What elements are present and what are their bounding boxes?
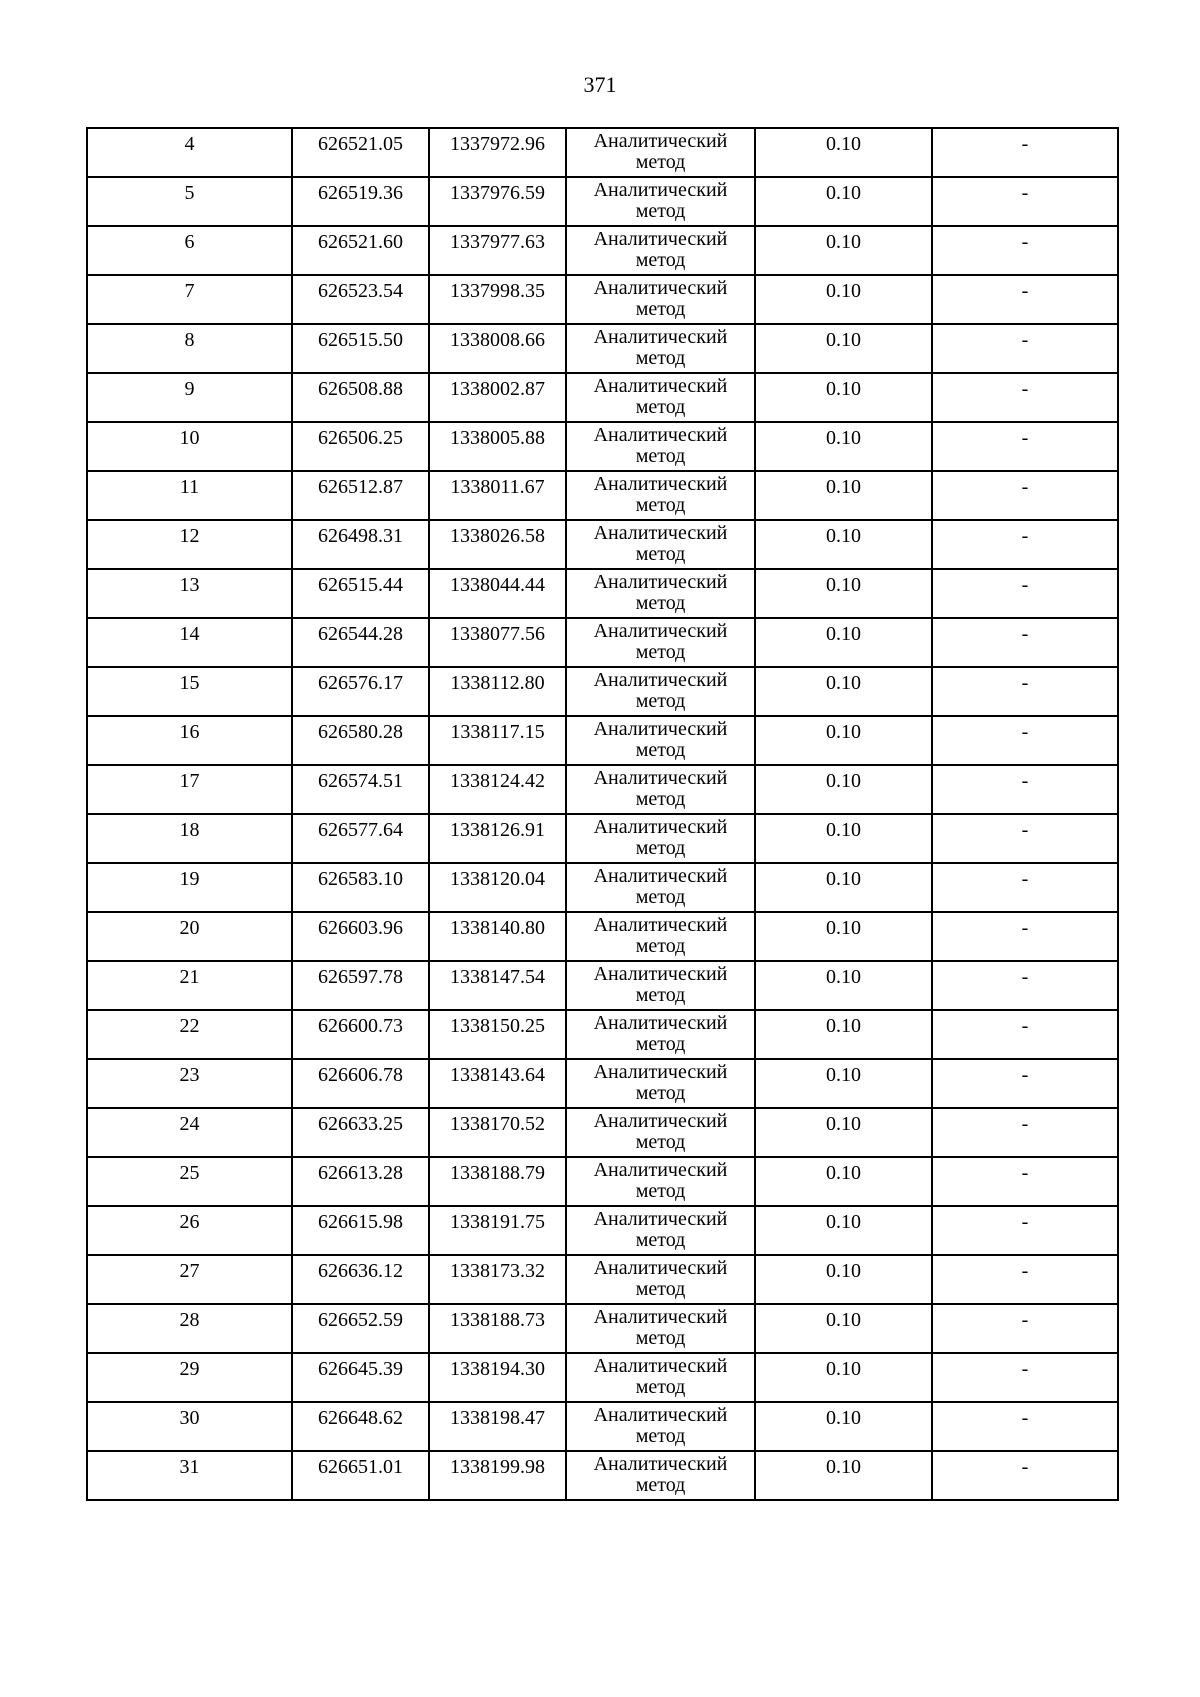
x-coordinate-cell: 626577.64 <box>292 814 429 863</box>
table-row <box>87 1010 1118 1059</box>
table-row <box>87 765 1118 814</box>
method-cell <box>566 569 755 618</box>
y-coordinate-cell: 1338005.88 <box>429 422 566 471</box>
table-row <box>87 422 1118 471</box>
accuracy-cell: 0.10 <box>755 373 932 422</box>
x-coordinate-cell: 626498.31 <box>292 520 429 569</box>
note-cell: - <box>932 1402 1118 1451</box>
accuracy-cell: 0.10 <box>755 1451 932 1500</box>
method-line-2: метод <box>635 249 686 271</box>
method-line-2: метод <box>635 151 686 173</box>
method-line-2: метод <box>635 445 686 467</box>
accuracy-cell: 0.10 <box>755 1108 932 1157</box>
y-coordinate-cell: 1338002.87 <box>429 373 566 422</box>
table-row <box>87 128 1118 177</box>
method-line-1: Аналитический <box>593 963 728 985</box>
method-cell <box>566 961 755 1010</box>
y-coordinate-cell: 1338194.30 <box>429 1353 566 1402</box>
table-row <box>87 1353 1118 1402</box>
note-cell: - <box>932 226 1118 275</box>
method-cell <box>566 912 755 961</box>
point-number-cell: 9 <box>87 373 292 422</box>
table-row <box>87 912 1118 961</box>
y-coordinate-cell: 1338147.54 <box>429 961 566 1010</box>
method-cell <box>566 471 755 520</box>
y-coordinate-cell: 1338011.67 <box>429 471 566 520</box>
method-cell <box>566 128 755 177</box>
accuracy-cell: 0.10 <box>755 1353 932 1402</box>
method-line-2: метод <box>635 396 686 418</box>
x-coordinate-cell: 626651.01 <box>292 1451 429 1500</box>
method-cell <box>566 177 755 226</box>
x-coordinate-cell: 626521.05 <box>292 128 429 177</box>
accuracy-cell: 0.10 <box>755 324 932 373</box>
x-coordinate-cell: 626615.98 <box>292 1206 429 1255</box>
method-line-1: Аналитический <box>593 1208 728 1230</box>
method-line-2: метод <box>635 1278 686 1300</box>
y-coordinate-cell: 1338143.64 <box>429 1059 566 1108</box>
point-number-cell: 17 <box>87 765 292 814</box>
method-line-2: метод <box>635 298 686 320</box>
method-line-1: Аналитический <box>593 1404 728 1426</box>
note-cell: - <box>932 1255 1118 1304</box>
point-number-cell: 12 <box>87 520 292 569</box>
x-coordinate-cell: 626606.78 <box>292 1059 429 1108</box>
method-line-1: Аналитический <box>593 718 728 740</box>
x-coordinate-cell: 626512.87 <box>292 471 429 520</box>
table-row <box>87 618 1118 667</box>
table-row <box>87 716 1118 765</box>
table-row <box>87 1059 1118 1108</box>
y-coordinate-cell: 1338173.32 <box>429 1255 566 1304</box>
coordinates-table-body <box>87 128 1118 1500</box>
x-coordinate-cell: 626576.17 <box>292 667 429 716</box>
y-coordinate-cell: 1337976.59 <box>429 177 566 226</box>
method-line-2: метод <box>635 543 686 565</box>
method-line-2: метод <box>635 1474 686 1496</box>
x-coordinate-cell: 626633.25 <box>292 1108 429 1157</box>
point-number-cell: 21 <box>87 961 292 1010</box>
method-cell <box>566 667 755 716</box>
accuracy-cell: 0.10 <box>755 1304 932 1353</box>
y-coordinate-cell: 1338044.44 <box>429 569 566 618</box>
x-coordinate-cell: 626603.96 <box>292 912 429 961</box>
x-coordinate-cell: 626521.60 <box>292 226 429 275</box>
point-number-cell: 30 <box>87 1402 292 1451</box>
method-line-2: метод <box>635 592 686 614</box>
x-coordinate-cell: 626523.54 <box>292 275 429 324</box>
table-row <box>87 1108 1118 1157</box>
note-cell: - <box>932 471 1118 520</box>
accuracy-cell: 0.10 <box>755 618 932 667</box>
y-coordinate-cell: 1338117.15 <box>429 716 566 765</box>
point-number-cell: 27 <box>87 1255 292 1304</box>
point-number-cell: 19 <box>87 863 292 912</box>
x-coordinate-cell: 626519.36 <box>292 177 429 226</box>
point-number-cell: 31 <box>87 1451 292 1500</box>
point-number-cell: 7 <box>87 275 292 324</box>
y-coordinate-cell: 1338170.52 <box>429 1108 566 1157</box>
method-line-1: Аналитический <box>593 522 728 544</box>
note-cell: - <box>932 667 1118 716</box>
method-cell <box>566 324 755 373</box>
point-number-cell: 16 <box>87 716 292 765</box>
method-cell <box>566 1206 755 1255</box>
point-number-cell: 18 <box>87 814 292 863</box>
accuracy-cell: 0.10 <box>755 128 932 177</box>
accuracy-cell: 0.10 <box>755 1010 932 1059</box>
note-cell: - <box>932 1353 1118 1402</box>
accuracy-cell: 0.10 <box>755 275 932 324</box>
point-number-cell: 6 <box>87 226 292 275</box>
y-coordinate-cell: 1338140.80 <box>429 912 566 961</box>
accuracy-cell: 0.10 <box>755 1206 932 1255</box>
method-cell <box>566 1059 755 1108</box>
method-cell <box>566 1255 755 1304</box>
method-cell <box>566 373 755 422</box>
x-coordinate-cell: 626506.25 <box>292 422 429 471</box>
x-coordinate-cell: 626508.88 <box>292 373 429 422</box>
point-number-cell: 23 <box>87 1059 292 1108</box>
x-coordinate-cell: 626597.78 <box>292 961 429 1010</box>
method-cell <box>566 1157 755 1206</box>
y-coordinate-cell: 1338198.47 <box>429 1402 566 1451</box>
accuracy-cell: 0.10 <box>755 814 932 863</box>
point-number-cell: 20 <box>87 912 292 961</box>
accuracy-cell: 0.10 <box>755 1255 932 1304</box>
method-cell <box>566 1010 755 1059</box>
method-line-1: Аналитический <box>593 228 728 250</box>
method-cell <box>566 422 755 471</box>
note-cell: - <box>932 618 1118 667</box>
note-cell: - <box>932 1206 1118 1255</box>
method-line-2: метод <box>635 788 686 810</box>
method-cell <box>566 275 755 324</box>
method-line-2: метод <box>635 1180 686 1202</box>
y-coordinate-cell: 1338188.79 <box>429 1157 566 1206</box>
method-cell <box>566 1108 755 1157</box>
table-row <box>87 1402 1118 1451</box>
note-cell: - <box>932 716 1118 765</box>
method-line-2: метод <box>635 347 686 369</box>
method-line-1: Аналитический <box>593 130 728 152</box>
method-line-1: Аналитический <box>593 1355 728 1377</box>
point-number-cell: 25 <box>87 1157 292 1206</box>
x-coordinate-cell: 626648.62 <box>292 1402 429 1451</box>
method-line-2: метод <box>635 1327 686 1349</box>
method-line-2: метод <box>635 935 686 957</box>
x-coordinate-cell: 626515.50 <box>292 324 429 373</box>
y-coordinate-cell: 1338150.25 <box>429 1010 566 1059</box>
method-line-1: Аналитический <box>593 1257 728 1279</box>
method-line-2: метод <box>635 1229 686 1251</box>
x-coordinate-cell: 626574.51 <box>292 765 429 814</box>
method-line-2: метод <box>635 837 686 859</box>
method-cell <box>566 1353 755 1402</box>
table-row <box>87 1206 1118 1255</box>
accuracy-cell: 0.10 <box>755 765 932 814</box>
method-line-1: Аналитический <box>593 1159 728 1181</box>
method-line-2: метод <box>635 494 686 516</box>
table-row <box>87 569 1118 618</box>
y-coordinate-cell: 1338112.80 <box>429 667 566 716</box>
point-number-cell: 28 <box>87 1304 292 1353</box>
method-line-1: Аналитический <box>593 767 728 789</box>
method-line-1: Аналитический <box>593 179 728 201</box>
y-coordinate-cell: 1338191.75 <box>429 1206 566 1255</box>
point-number-cell: 14 <box>87 618 292 667</box>
note-cell: - <box>932 765 1118 814</box>
table-row <box>87 275 1118 324</box>
y-coordinate-cell: 1338077.56 <box>429 618 566 667</box>
accuracy-cell: 0.10 <box>755 716 932 765</box>
note-cell: - <box>932 422 1118 471</box>
table-row <box>87 814 1118 863</box>
method-line-2: метод <box>635 1131 686 1153</box>
method-cell <box>566 1402 755 1451</box>
point-number-cell: 26 <box>87 1206 292 1255</box>
point-number-cell: 22 <box>87 1010 292 1059</box>
accuracy-cell: 0.10 <box>755 1402 932 1451</box>
table-row <box>87 1304 1118 1353</box>
note-cell: - <box>932 1059 1118 1108</box>
method-cell <box>566 814 755 863</box>
accuracy-cell: 0.10 <box>755 863 932 912</box>
accuracy-cell: 0.10 <box>755 422 932 471</box>
table-row <box>87 1451 1118 1500</box>
method-line-1: Аналитический <box>593 669 728 691</box>
method-line-2: метод <box>635 1376 686 1398</box>
point-number-cell: 15 <box>87 667 292 716</box>
x-coordinate-cell: 626580.28 <box>292 716 429 765</box>
point-number-cell: 8 <box>87 324 292 373</box>
method-line-1: Аналитический <box>593 277 728 299</box>
method-line-1: Аналитический <box>593 914 728 936</box>
method-line-1: Аналитический <box>593 1110 728 1132</box>
accuracy-cell: 0.10 <box>755 520 932 569</box>
table-row <box>87 1255 1118 1304</box>
accuracy-cell: 0.10 <box>755 912 932 961</box>
method-line-2: метод <box>635 739 686 761</box>
note-cell: - <box>932 520 1118 569</box>
accuracy-cell: 0.10 <box>755 1157 932 1206</box>
y-coordinate-cell: 1337998.35 <box>429 275 566 324</box>
point-number-cell: 29 <box>87 1353 292 1402</box>
x-coordinate-cell: 626600.73 <box>292 1010 429 1059</box>
method-cell <box>566 226 755 275</box>
note-cell: - <box>932 324 1118 373</box>
point-number-cell: 24 <box>87 1108 292 1157</box>
point-number-cell: 10 <box>87 422 292 471</box>
method-line-2: метод <box>635 641 686 663</box>
method-line-2: метод <box>635 886 686 908</box>
table-row <box>87 373 1118 422</box>
point-number-cell: 5 <box>87 177 292 226</box>
method-line-1: Аналитический <box>593 424 728 446</box>
note-cell: - <box>932 863 1118 912</box>
method-cell <box>566 1304 755 1353</box>
note-cell: - <box>932 1108 1118 1157</box>
method-cell <box>566 618 755 667</box>
y-coordinate-cell: 1338124.42 <box>429 765 566 814</box>
note-cell: - <box>932 373 1118 422</box>
accuracy-cell: 0.10 <box>755 569 932 618</box>
method-line-1: Аналитический <box>593 571 728 593</box>
y-coordinate-cell: 1338008.66 <box>429 324 566 373</box>
table-row <box>87 667 1118 716</box>
x-coordinate-cell: 626636.12 <box>292 1255 429 1304</box>
point-number-cell: 11 <box>87 471 292 520</box>
method-line-1: Аналитический <box>593 620 728 642</box>
accuracy-cell: 0.10 <box>755 226 932 275</box>
accuracy-cell: 0.10 <box>755 667 932 716</box>
method-cell <box>566 765 755 814</box>
method-cell <box>566 520 755 569</box>
note-cell: - <box>932 814 1118 863</box>
x-coordinate-cell: 626583.10 <box>292 863 429 912</box>
accuracy-cell: 0.10 <box>755 1059 932 1108</box>
note-cell: - <box>932 1010 1118 1059</box>
y-coordinate-cell: 1337977.63 <box>429 226 566 275</box>
accuracy-cell: 0.10 <box>755 961 932 1010</box>
table-row <box>87 961 1118 1010</box>
note-cell: - <box>932 961 1118 1010</box>
note-cell: - <box>932 912 1118 961</box>
point-number-cell: 13 <box>87 569 292 618</box>
note-cell: - <box>932 1304 1118 1353</box>
method-cell <box>566 716 755 765</box>
y-coordinate-cell: 1338026.58 <box>429 520 566 569</box>
method-line-1: Аналитический <box>593 1453 728 1475</box>
method-line-2: метод <box>635 1082 686 1104</box>
method-line-2: метод <box>635 984 686 1006</box>
table-row <box>87 863 1118 912</box>
page-number: 371 <box>583 72 617 97</box>
x-coordinate-cell: 626515.44 <box>292 569 429 618</box>
y-coordinate-cell: 1338199.98 <box>429 1451 566 1500</box>
table-row <box>87 324 1118 373</box>
note-cell: - <box>932 128 1118 177</box>
y-coordinate-cell: 1337972.96 <box>429 128 566 177</box>
y-coordinate-cell: 1338126.91 <box>429 814 566 863</box>
method-line-1: Аналитический <box>593 473 728 495</box>
accuracy-cell: 0.10 <box>755 471 932 520</box>
method-line-1: Аналитический <box>593 865 728 887</box>
accuracy-cell: 0.10 <box>755 177 932 226</box>
note-cell: - <box>932 569 1118 618</box>
method-line-2: метод <box>635 690 686 712</box>
method-line-1: Аналитический <box>593 375 728 397</box>
method-line-2: метод <box>635 200 686 222</box>
coordinates-table <box>86 127 1119 1501</box>
method-line-1: Аналитический <box>593 1012 728 1034</box>
method-line-1: Аналитический <box>593 1061 728 1083</box>
note-cell: - <box>932 1451 1118 1500</box>
method-line-1: Аналитический <box>593 816 728 838</box>
y-coordinate-cell: 1338120.04 <box>429 863 566 912</box>
x-coordinate-cell: 626652.59 <box>292 1304 429 1353</box>
y-coordinate-cell: 1338188.73 <box>429 1304 566 1353</box>
x-coordinate-cell: 626613.28 <box>292 1157 429 1206</box>
table-row <box>87 177 1118 226</box>
x-coordinate-cell: 626544.28 <box>292 618 429 667</box>
method-line-2: метод <box>635 1425 686 1447</box>
table-row <box>87 520 1118 569</box>
table-row <box>87 471 1118 520</box>
table-row <box>87 226 1118 275</box>
note-cell: - <box>932 177 1118 226</box>
method-line-2: метод <box>635 1033 686 1055</box>
x-coordinate-cell: 626645.39 <box>292 1353 429 1402</box>
method-cell <box>566 863 755 912</box>
method-cell <box>566 1451 755 1500</box>
table-row <box>87 1157 1118 1206</box>
method-line-1: Аналитический <box>593 1306 728 1328</box>
note-cell: - <box>932 275 1118 324</box>
point-number-cell: 4 <box>87 128 292 177</box>
method-line-1: Аналитический <box>593 326 728 348</box>
note-cell: - <box>932 1157 1118 1206</box>
